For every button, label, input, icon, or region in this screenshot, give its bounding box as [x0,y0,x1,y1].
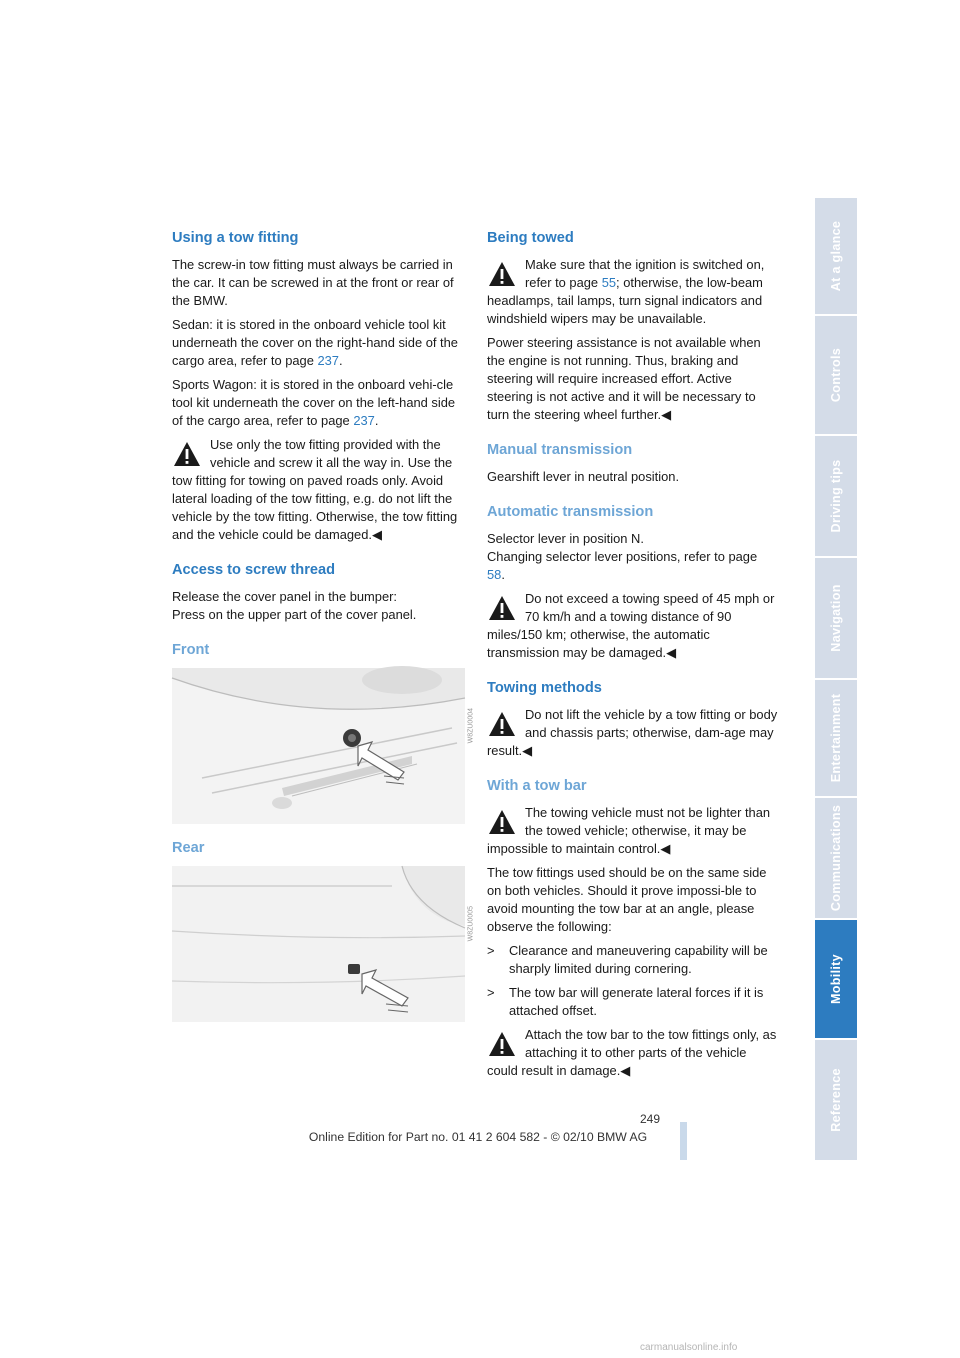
paragraph-sports-wagon: Sports Wagon: it is stored in the onboard vehi-cle tool kit underneath the cover on the left-hand side of the cargo area, refer to page 237. [172,377,456,428]
figure-code-front: W8ZU0004 [467,708,474,744]
page-link-237-sedan[interactable]: 237 [317,353,339,368]
heading-towing-methods: Towing methods [487,680,602,696]
warning-triangle-icon [487,1030,517,1058]
figure-code-rear: W8ZU0005 [467,906,474,942]
list-item: > The tow bar will generate lateral forces if it is attached offset. [487,985,764,1018]
paragraph-sedan: Sedan: it is stored in the onboard vehicle tool kit underneath the cover on the right-hand side of the cargo area, refer to page 237. [172,317,458,368]
tab-mobility[interactable]: Mobility [815,920,857,1038]
warning-triangle-icon [487,594,517,622]
heading-automatic-transmission: Automatic transmission [487,504,654,520]
warning-towing-vehicle-weight: The towing vehicle must not be lighter than the towed vehicle; otherwise, it may be impossible to maintain control.◀ [487,805,771,856]
tab-driving-tips[interactable]: Driving tips [815,436,857,556]
tab-communications[interactable]: Communications [815,798,857,918]
tab-reference[interactable]: Reference [815,1040,857,1160]
heading-manual-transmission: Manual transmission [487,442,633,458]
heading-with-tow-bar: With a tow bar [487,778,587,794]
left-column [172,228,474,1032]
tab-controls[interactable]: Controls [815,316,857,434]
paragraph-selector-n: Selector lever in position N. [487,531,644,546]
paragraph-release-cover: Release the cover panel in the bumper: [172,589,398,604]
paragraph-tow-fittings-same-side: The tow fittings used should be on the same side on both vehicles. Should it prove impossi-ble to avoid mounting the tow bar at an angle, please observe the following: [487,865,767,934]
page-link-55[interactable]: 55 [601,275,617,290]
page-link-237-wagon[interactable]: 237 [353,413,375,428]
heading-front: Front [172,642,210,658]
warning-tow-fitting: Use only the tow fitting provided with the vehicle and screw it all the way in. Use the tow fitting for towing on paved roads only. Avoid lateral loading of the tow fitting, e.g. do not lift the vehicle by the tow fitting. Otherwise, the tow fitting and the vehicle could be damaged.◀ [172,437,458,542]
warning-attach-tow-bar: Attach the tow bar to the tow fittings only, as attaching it to other parts of the vehicle could result in damage.◀ [487,1027,777,1078]
warning-triangle-icon [487,710,517,738]
warning-triangle-icon [487,808,517,836]
tab-entertainment[interactable]: Entertainment [815,680,857,796]
page-number: 249 [640,1112,661,1126]
figure-rear-bumper [172,866,474,1022]
chapter-tabs [815,198,857,1160]
footer-edition: Online Edition for Part no. 01 41 2 604 582 - © 02/10 BMW AG [308,1130,648,1144]
tab-at-a-glance[interactable]: At a glance [815,198,857,314]
paragraph-power-steering: Power steering assistance is not available when the engine is not running. Thus, braking and steering will require increased effort. Active steering is not active and it will be necessary to turn the steering wheel further.◀ [487,335,761,422]
watermark: carmanualsonline.info [640,1342,738,1353]
paragraph-selector-positions: Changing selector lever positions, refer to page 58. [487,549,758,582]
list-item: > Clearance and maneuvering capability will be sharply limited during cornering. [487,943,768,976]
heading-access-screw-thread: Access to screw thread [172,562,336,578]
page-link-58[interactable]: 58 [487,567,502,582]
heading-using-tow-fitting: Using a tow fitting [172,230,299,246]
warning-triangle-icon [172,440,202,468]
heading-being-towed: Being towed [487,230,574,246]
paragraph-gearshift: Gearshift lever in neutral position. [487,469,680,484]
heading-rear: Rear [172,840,205,856]
warning-triangle-icon [487,260,517,288]
warning-do-not-lift: Do not lift the vehicle by a tow fitting or body and chassis parts; otherwise, dam-age may result.◀ [487,707,778,758]
warning-towing-speed: Do not exceed a towing speed of 45 mph or 70 km/h and a towing distance of 90 miles/150 km; otherwise, the automatic transmission may be damaged.◀ [487,591,775,660]
tab-navigation[interactable]: Navigation [815,558,857,678]
right-column [487,228,778,1086]
paragraph-tow-fitting-intro: The screw-in tow fitting must always be carried in the car. It can be screwed in at the front or rear of the BMW. [172,257,454,308]
figure-front-bumper [172,668,474,824]
paragraph-press-cover: Press on the upper part of the cover panel. [172,607,417,622]
warning-ignition: Make sure that the ignition is switched on, refer to page 55; otherwise, the low-beam headlamps, tail lamps, turn signal indicators and windshield wipers may be unavailable. [487,257,765,326]
